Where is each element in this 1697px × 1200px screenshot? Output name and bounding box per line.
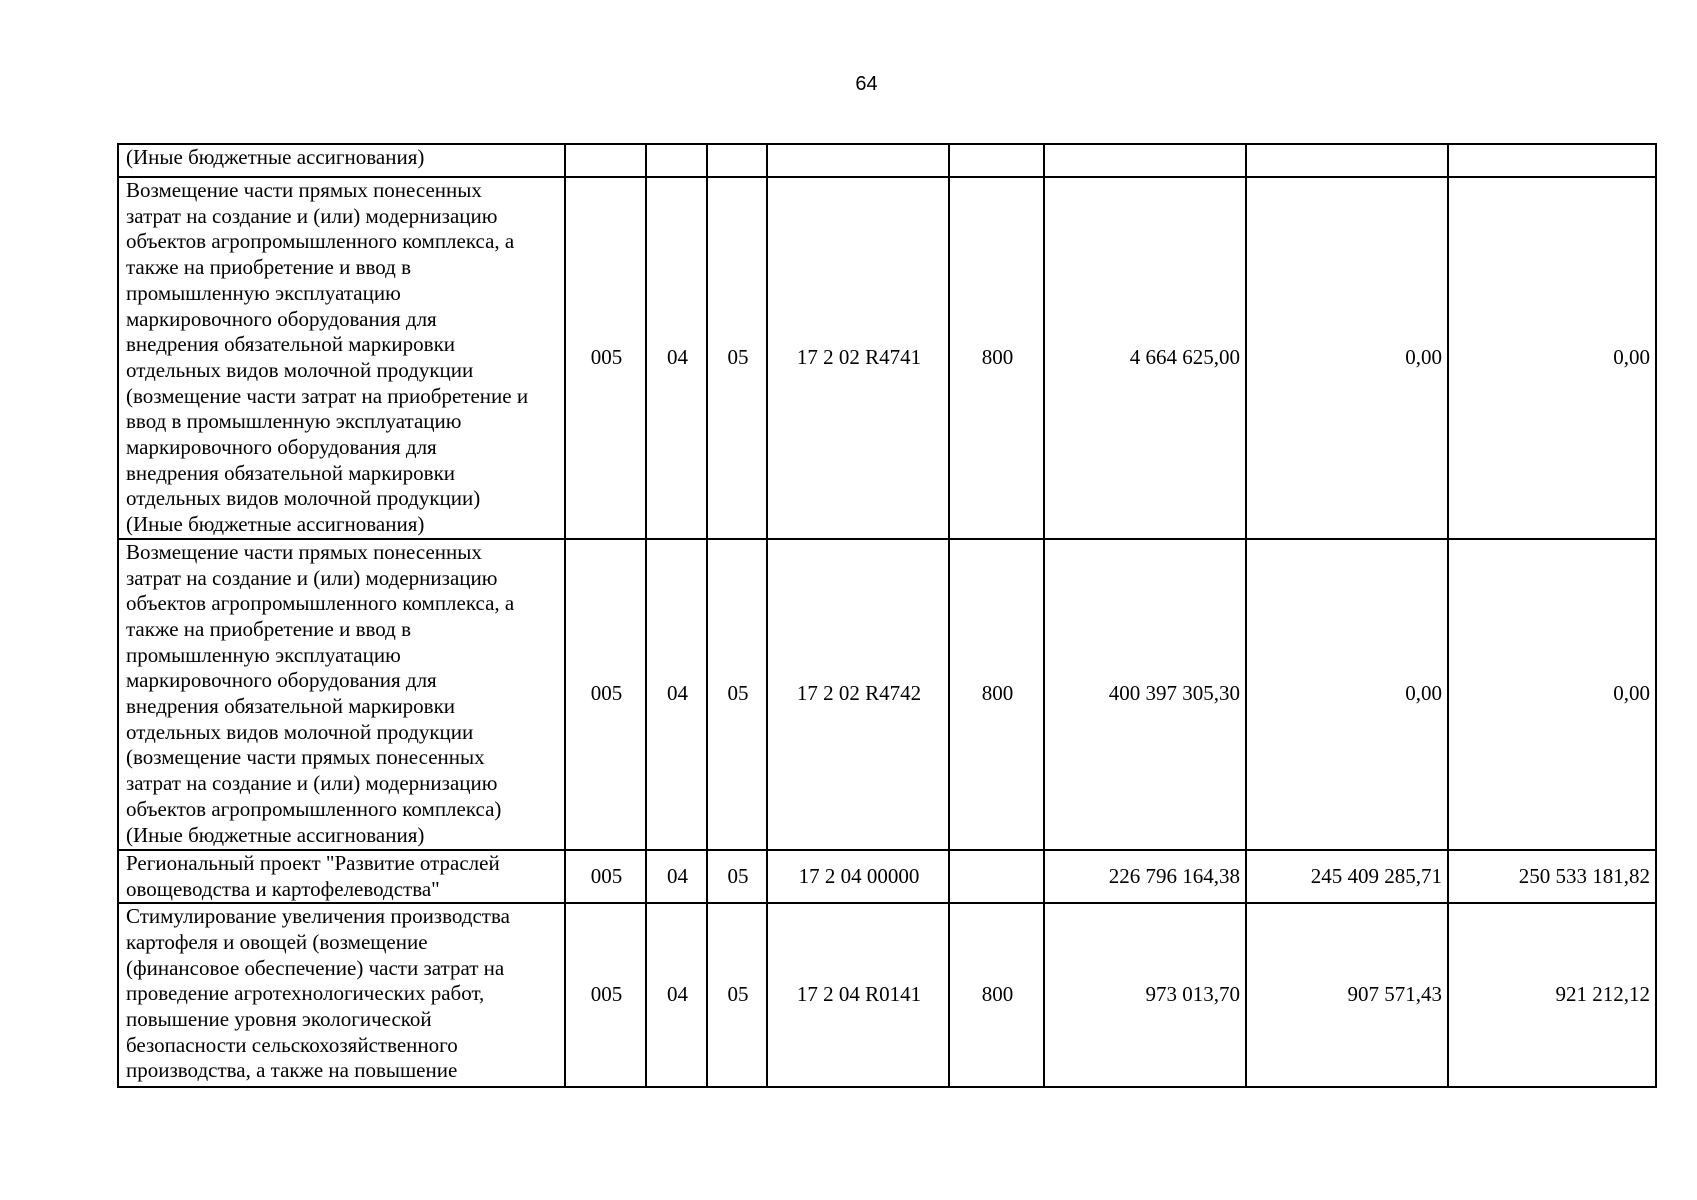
subsection-code-cell: 05: [707, 177, 767, 539]
ministry-code-cell: [565, 144, 646, 177]
expense-name-cell: Региональный проект "Развитие отраслей овощеводства и картофелеводства": [118, 850, 565, 903]
expense-type-cell: 800: [949, 539, 1044, 850]
amount-cell: 4 664 625,00: [1044, 177, 1246, 539]
expense-name-cell: (Иные бюджетные ассигнования): [118, 144, 565, 177]
expense-name-cell: Возмещение части прямых понесенных затрат на создание и (или) модернизацию объектов агропромышленного комплекса, а также на приобретение и ввод в промышленную эксплуатацию маркировочного оборудования для внедрения обязательной маркировки отдельных видов молочной продукции (возмещение части прямых понесенных затрат на создание и (или) модернизацию объектов агропромышленного комплекса) (Иные бюджетные ассигнования): [118, 539, 565, 850]
page-number: 64: [855, 73, 878, 95]
expense-type-cell: [949, 850, 1044, 903]
table-row: [118, 144, 1656, 177]
target-article-cell: 17 2 04 R0141: [767, 903, 949, 1087]
amount-cell: 0,00: [1448, 177, 1656, 539]
expense-type-cell: 800: [949, 903, 1044, 1087]
subsection-code-cell: 05: [707, 903, 767, 1087]
table-row: [118, 539, 1656, 850]
ministry-code-cell: 005: [565, 539, 646, 850]
target-article-cell: 17 2 02 R4741: [767, 177, 949, 539]
amount-cell: 907 571,43: [1246, 903, 1448, 1087]
section-code-cell: [646, 144, 707, 177]
amount-cell: [1246, 144, 1448, 177]
amount-cell: 0,00: [1246, 177, 1448, 539]
subsection-code-cell: 05: [707, 539, 767, 850]
budget-table: [117, 143, 1657, 1088]
amount-cell: 245 409 285,71: [1246, 850, 1448, 903]
expense-name-cell: Возмещение части прямых понесенных затрат на создание и (или) модернизацию объектов агропромышленного комплекса, а также на приобретение и ввод в промышленную эксплуатацию маркировочного оборудования для внедрения обязательной маркировки отдельных видов молочной продукции (возмещение части затрат на приобретение и ввод в промышленную эксплуатацию маркировочного оборудования для внедрения обязательной маркировки отдельных видов молочной продукции) (Иные бюджетные ассигнования): [118, 177, 565, 539]
expense-type-cell: 800: [949, 177, 1044, 539]
expense-type-cell: [949, 144, 1044, 177]
amount-cell: 226 796 164,38: [1044, 850, 1246, 903]
ministry-code-cell: 005: [565, 903, 646, 1087]
subsection-code-cell: [707, 144, 767, 177]
expense-name-cell: Стимулирование увеличения производства картофеля и овощей (возмещение (финансовое обеспечение) части затрат на проведение агротехнологических работ, повышение уровня экологической безопасности сельскохозяйственного производства, а также на повышение: [118, 903, 565, 1087]
table-row: [118, 850, 1656, 903]
section-code-cell: 04: [646, 903, 707, 1087]
amount-cell: 973 013,70: [1044, 903, 1246, 1087]
amount-cell: 0,00: [1246, 539, 1448, 850]
amount-cell: 400 397 305,30: [1044, 539, 1246, 850]
table-row: [118, 177, 1656, 539]
amount-cell: [1448, 144, 1656, 177]
target-article-cell: 17 2 02 R4742: [767, 539, 949, 850]
table-row: [118, 903, 1656, 1087]
target-article-cell: [767, 144, 949, 177]
amount-cell: 250 533 181,82: [1448, 850, 1656, 903]
amount-cell: 921 212,12: [1448, 903, 1656, 1087]
subsection-code-cell: 05: [707, 850, 767, 903]
section-code-cell: 04: [646, 177, 707, 539]
amount-cell: [1044, 144, 1246, 177]
section-code-cell: 04: [646, 850, 707, 903]
ministry-code-cell: 005: [565, 850, 646, 903]
ministry-code-cell: 005: [565, 177, 646, 539]
section-code-cell: 04: [646, 539, 707, 850]
amount-cell: 0,00: [1448, 539, 1656, 850]
target-article-cell: 17 2 04 00000: [767, 850, 949, 903]
